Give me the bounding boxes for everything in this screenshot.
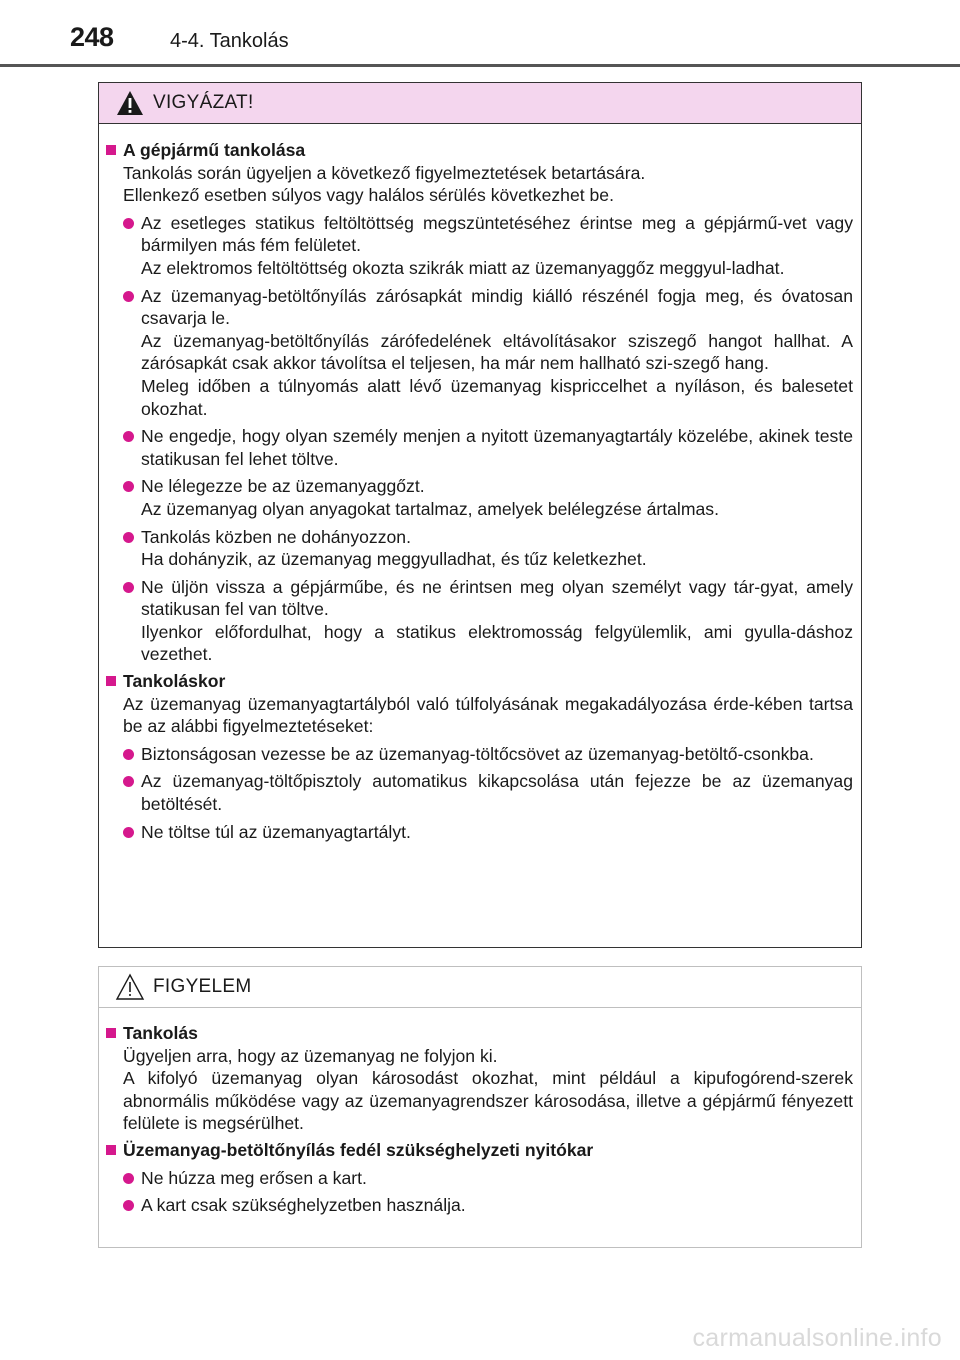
bullet-item: [123, 1194, 853, 1217]
square-bullet-icon: [106, 145, 116, 155]
bullet-text: [141, 770, 853, 815]
content-section: [106, 670, 853, 843]
bullet-paragraph: Ilyenkor előfordulhat, hogy a statikus elektromosság felgyülemlik, ami gyulla-dáshoz vezethet.: [141, 621, 853, 665]
bullet-paragraph: Az üzemanyag olyan anyagokat tartalmaz, amelyek belélegzése ártalmas.: [141, 498, 719, 519]
bullet-paragraph: Meleg időben a túlnyomás alatt lévő üzemanyag kispriccelhet a nyíláson, és balesetet okozhat.: [141, 375, 853, 419]
bullet-text: [141, 285, 853, 421]
section-title: 4-4. Tankolás: [170, 30, 289, 52]
bullet-text: [141, 1167, 853, 1190]
notice-box: [98, 966, 862, 1248]
bullet-text: [141, 526, 853, 571]
section-heading: [106, 1022, 853, 1045]
section-title: A gépjármű tankolása: [123, 140, 306, 160]
round-bullet-icon: [123, 532, 134, 543]
page-number: 248: [70, 22, 114, 52]
content-section: [106, 1139, 853, 1217]
round-bullet-icon: [123, 776, 134, 787]
bullet-paragraph: Ne engedje, hogy olyan személy menjen a nyitott üzemanyagtartály közelébe, akinek teste statikusan fel lehet töltve.: [141, 426, 853, 469]
bullet-item: [123, 821, 853, 844]
bullet-paragraph: Ne lélegezze be az üzemanyaggőzt.: [141, 476, 425, 497]
content-section: [106, 1022, 853, 1135]
caution-triangle-icon: [115, 973, 145, 1001]
paragraph: A kifolyó üzemanyag olyan károsodást okozhat, mint például a kipufogórend-szerek abnormális működése vagy az üzemanyagrendszer károsodása, illetve a gépjármű fényezett felülete is megsérülhet.: [123, 1068, 853, 1134]
round-bullet-icon: [123, 1173, 134, 1184]
bullet-text: [141, 212, 853, 280]
section-heading: [106, 139, 853, 162]
round-bullet-icon: [123, 481, 134, 492]
section-text: [106, 162, 853, 207]
content-section: [106, 139, 853, 666]
bullet-item: [123, 475, 853, 520]
warning-title: VIGYÁZAT!: [153, 92, 254, 113]
notice-header: [99, 967, 861, 1008]
round-bullet-icon: [123, 1200, 134, 1211]
bullet-paragraph: Az esetleges statikus feltöltöttség megszüntetéséhez érintse meg a gépjármű-vet vagy bármilyen más fém felületet.: [141, 212, 853, 256]
notice-title: FIGYELEM: [153, 976, 252, 997]
paragraph: Az üzemanyag üzemanyagtartályból való túlfolyásának megakadályozása érde-kében tartsa be az alábbi figyelmeztetéseket:: [123, 693, 853, 737]
section-heading: [106, 1139, 853, 1162]
bullet-paragraph: Ne üljön vissza a gépjárműbe, és ne érintsen meg olyan személyt vagy tár-gyat, amely statikusan fel van töltve.: [141, 576, 853, 620]
bullet-paragraph: Az üzemanyag-töltőpisztoly automatikus kikapcsolása után fejezze be az üzemanyag betöltését.: [141, 771, 853, 815]
bullet-text: [141, 576, 853, 666]
bullet-item: [123, 743, 853, 766]
warning-triangle-icon: [115, 89, 145, 117]
bullet-text: [141, 425, 853, 470]
round-bullet-icon: [123, 827, 134, 838]
bullet-paragraph: Az üzemanyag-betöltőnyílás zárófedelének eltávolításakor sziszegő hangot hallhat. A zárósapkát csak akkor távolítsa el teljesen, ha már nem hallható szi-szegő hang.: [141, 330, 853, 374]
bullet-paragraph: Tankolás közben ne dohányozzon.: [141, 526, 411, 547]
round-bullet-icon: [123, 582, 134, 593]
bullet-item: [123, 212, 853, 280]
paragraph: Tankolás során ügyeljen a következő figyelmeztetések betartására.: [123, 162, 646, 183]
page-header: [0, 0, 960, 66]
bullet-paragraph: Ne töltse túl az üzemanyagtartályt.: [141, 821, 411, 842]
bullet-item: [123, 576, 853, 666]
bullet-text: [141, 743, 853, 766]
bullet-text: [141, 1194, 853, 1217]
paragraph: Ügyeljen arra, hogy az üzemanyag ne folyjon ki.: [123, 1045, 498, 1066]
round-bullet-icon: [123, 291, 134, 302]
bullet-paragraph: Az elektromos feltöltöttség okozta szikrák miatt az üzemanyaggőz meggyul-ladhat.: [141, 257, 785, 278]
header-divider: [0, 64, 960, 67]
paragraph: Ellenkező esetben súlyos vagy halálos sérülés következhet be.: [123, 185, 614, 206]
warning-header: [99, 83, 861, 124]
bullet-text: [141, 475, 853, 520]
bullet-paragraph: Ne húzza meg erősen a kart.: [141, 1167, 367, 1188]
bullet-item: [123, 526, 853, 571]
square-bullet-icon: [106, 676, 116, 686]
round-bullet-icon: [123, 218, 134, 229]
section-title: Üzemanyag-betöltőnyílás fedél szükséghelyzeti nyitókar: [123, 1139, 594, 1160]
bullet-item: [123, 1167, 853, 1190]
warning-box: [98, 82, 862, 948]
bullet-paragraph: Ha dohányzik, az üzemanyag meggyulladhat, és tűz keletkezhet.: [141, 549, 647, 570]
section-text: [106, 1045, 853, 1135]
warning-body: [99, 124, 861, 843]
round-bullet-icon: [123, 749, 134, 760]
watermark: carmanualsonline.info: [692, 1324, 942, 1352]
bullet-paragraph: Biztonságosan vezesse be az üzemanyag-töltőcsövet az üzemanyag-betöltő-csonkba.: [141, 743, 814, 764]
section-text: [106, 693, 853, 738]
square-bullet-icon: [106, 1145, 116, 1155]
square-bullet-icon: [106, 1028, 116, 1038]
section-title: Tankolás: [123, 1023, 198, 1043]
notice-body: [99, 1008, 861, 1217]
bullet-paragraph: A kart csak szükséghelyzetben használja.: [141, 1195, 466, 1216]
round-bullet-icon: [123, 431, 134, 442]
section-title: Tankoláskor: [123, 671, 226, 692]
section-heading: [106, 670, 853, 693]
bullet-paragraph: Az üzemanyag-betöltőnyílás zárósapkát mindig kiálló részénél fogja meg, és óvatosan csavarja le.: [141, 285, 853, 329]
bullet-item: [123, 285, 853, 421]
bullet-item: [123, 770, 853, 815]
bullet-text: [141, 821, 853, 844]
bullet-item: [123, 425, 853, 470]
